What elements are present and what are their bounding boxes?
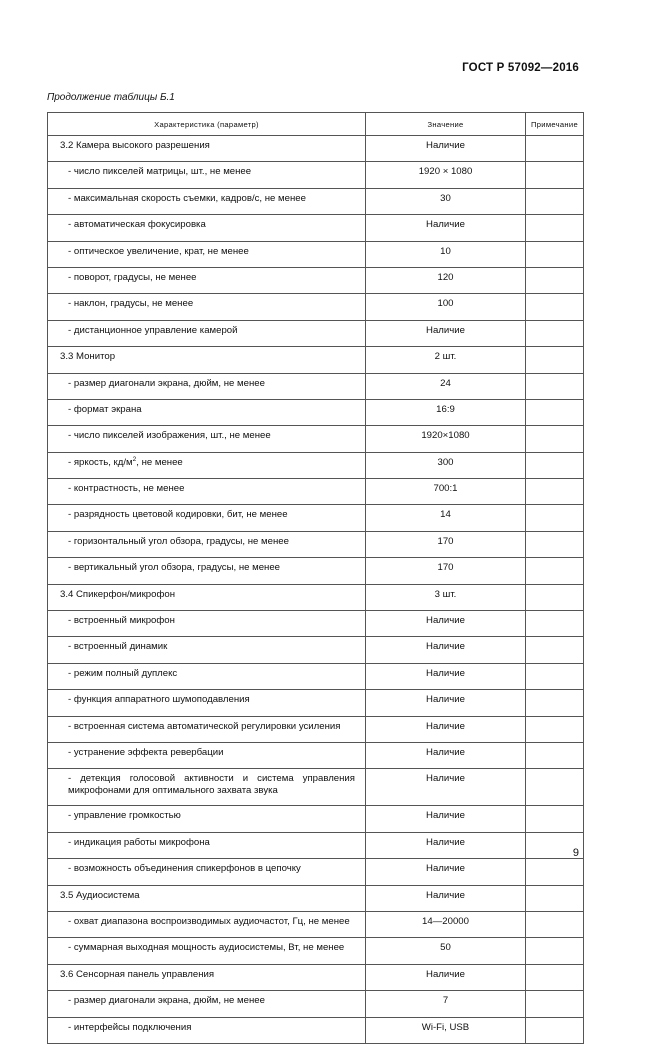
parameter-cell — [48, 162, 366, 188]
value-cell: Наличие — [366, 637, 526, 663]
table-row — [48, 426, 584, 452]
parameter-cell — [48, 663, 366, 689]
table-row — [48, 611, 584, 637]
value-cell: Наличие — [366, 716, 526, 742]
table-row — [48, 663, 584, 689]
table-row — [48, 136, 584, 162]
table-row — [48, 188, 584, 214]
parameter-text: 3.4 Спикерфон/микрофон — [60, 588, 176, 600]
parameter-text: - дистанционное управление камерой — [68, 324, 238, 336]
parameter-cell — [48, 991, 366, 1017]
note-cell — [526, 399, 584, 425]
value-cell: 2 шт. — [366, 347, 526, 373]
value-cell: 170 — [366, 558, 526, 584]
parameter-cell — [48, 426, 366, 452]
table-row — [48, 505, 584, 531]
table-row — [48, 859, 584, 885]
parameter-text: - разрядность цветовой кодировки, бит, не менее — [68, 509, 288, 521]
parameter-cell — [48, 690, 366, 716]
value-cell: 100 — [366, 294, 526, 320]
section-heading-cell — [48, 964, 366, 990]
note-cell — [526, 637, 584, 663]
parameter-cell — [48, 320, 366, 346]
parameter-cell — [48, 215, 366, 241]
parameter-cell — [48, 938, 366, 964]
parameter-cell — [48, 611, 366, 637]
value-cell: 50 — [366, 938, 526, 964]
parameter-text: - функция аппаратного шумоподавления — [68, 694, 250, 706]
parameter-text: - индикация работы микрофона — [68, 836, 210, 848]
value-cell: 14—20000 — [366, 911, 526, 937]
value-cell: Наличие — [366, 859, 526, 885]
parameter-text: - максимальная скорость съемки, кадров/с, не менее — [68, 192, 306, 204]
parameter-text: - автоматическая фокусировка — [68, 219, 206, 231]
note-cell — [526, 505, 584, 531]
note-cell — [526, 162, 584, 188]
note-cell — [526, 938, 584, 964]
value-cell: 16:9 — [366, 399, 526, 425]
parameter-cell — [48, 911, 366, 937]
parameter-text: - размер диагонали экрана, дюйм, не менее — [68, 995, 265, 1007]
value-cell: 7 — [366, 991, 526, 1017]
value-cell: 1920×1080 — [366, 426, 526, 452]
parameter-text: - формат экрана — [68, 403, 142, 415]
table-row — [48, 991, 584, 1017]
note-cell — [526, 558, 584, 584]
note-cell — [526, 267, 584, 293]
parameter-cell — [48, 769, 366, 806]
table-row — [48, 832, 584, 858]
note-cell — [526, 188, 584, 214]
note-cell — [526, 859, 584, 885]
section-heading-cell — [48, 136, 366, 162]
section-heading-cell — [48, 347, 366, 373]
table-row — [48, 320, 584, 346]
value-cell: Wi-Fi, USB — [366, 1017, 526, 1043]
note-cell — [526, 373, 584, 399]
parameter-text: - наклон, градусы, не менее — [68, 298, 194, 310]
table-row — [48, 294, 584, 320]
note-cell — [526, 215, 584, 241]
note-cell — [526, 479, 584, 505]
parameter-cell — [48, 637, 366, 663]
parameter-cell — [48, 294, 366, 320]
note-cell — [526, 611, 584, 637]
parameter-cell — [48, 373, 366, 399]
table-row — [48, 769, 584, 806]
value-cell: 300 — [366, 452, 526, 478]
value-cell: 170 — [366, 531, 526, 557]
section-heading-cell — [48, 584, 366, 610]
parameter-text: - встроенный динамик — [68, 641, 168, 653]
parameter-text: 3.3 Монитор — [60, 351, 116, 363]
note-cell — [526, 806, 584, 832]
note-cell — [526, 885, 584, 911]
note-cell — [526, 911, 584, 937]
parameter-cell — [48, 452, 366, 478]
note-cell — [526, 426, 584, 452]
table-row — [48, 911, 584, 937]
note-cell — [526, 136, 584, 162]
value-cell: Наличие — [366, 690, 526, 716]
value-cell: 120 — [366, 267, 526, 293]
table-row — [48, 690, 584, 716]
value-cell: Наличие — [366, 885, 526, 911]
value-cell: 3 шт. — [366, 584, 526, 610]
note-cell — [526, 769, 584, 806]
parameter-text: 3.6 Сенсорная панель управления — [60, 968, 215, 980]
parameter-text: 3.5 Аудиосистема — [60, 889, 140, 901]
parameter-text: - размер диагонали экрана, дюйм, не менее — [68, 377, 265, 389]
parameter-text: - контрастность, не менее — [68, 483, 185, 495]
parameter-text: - охват диапазона воспроизводимых аудиочастот, Гц, не менее — [68, 915, 350, 927]
value-cell: 700:1 — [366, 479, 526, 505]
value-cell: Наличие — [366, 663, 526, 689]
value-cell: 24 — [366, 373, 526, 399]
table-row — [48, 267, 584, 293]
table-row — [48, 806, 584, 832]
note-cell — [526, 347, 584, 373]
parameter-text: - горизонтальный угол обзора, градусы, не менее — [68, 535, 289, 547]
table-caption: Продолжение таблицы Б.1 — [47, 92, 175, 103]
value-cell: Наличие — [366, 806, 526, 832]
spec-table — [47, 112, 584, 1044]
parameter-text: - яркость, кд/м — [68, 456, 133, 468]
parameter-text: - управление громкостью — [68, 810, 181, 822]
table-row — [48, 584, 584, 610]
table-row — [48, 452, 584, 478]
parameter-text: - режим полный дуплекс — [68, 667, 178, 679]
parameter-text: - интерфейсы подключения — [68, 1021, 192, 1033]
parameter-text: 3.2 Камера высокого разрешения — [60, 140, 210, 151]
table-row — [48, 964, 584, 990]
parameter-cell — [48, 505, 366, 531]
note-cell — [526, 690, 584, 716]
note-cell — [526, 241, 584, 267]
parameter-cell — [48, 832, 366, 858]
parameter-text: - вертикальный угол обзора, градусы, не менее — [68, 562, 281, 574]
table-row — [48, 373, 584, 399]
value-cell: Наличие — [366, 769, 526, 806]
parameter-text: - встроенная система автоматической регулировки усиления — [68, 720, 341, 732]
column-header-note: Примечание — [526, 113, 584, 136]
table-row — [48, 215, 584, 241]
table-row — [48, 241, 584, 267]
parameter-cell — [48, 716, 366, 742]
parameter-cell — [48, 399, 366, 425]
value-cell: 14 — [366, 505, 526, 531]
table-row — [48, 531, 584, 557]
value-cell: 10 — [366, 241, 526, 267]
parameter-cell — [48, 859, 366, 885]
note-cell — [526, 1017, 584, 1043]
parameter-text: - возможность объединения спикерфонов в цепочку — [68, 863, 301, 875]
parameter-cell — [48, 241, 366, 267]
table-row — [48, 637, 584, 663]
parameter-cell — [48, 188, 366, 214]
parameter-cell — [48, 531, 366, 557]
column-header-parameter: Характеристика (параметр) — [48, 113, 366, 136]
parameter-cell — [48, 267, 366, 293]
table-row — [48, 479, 584, 505]
standard-number: ГОСТ Р 57092—2016 — [462, 62, 579, 74]
parameter-text: - встроенный микрофон — [68, 615, 175, 627]
parameter-text: - число пикселей изображения, шт., не менее — [68, 430, 271, 442]
table-row — [48, 716, 584, 742]
value-cell: 30 — [366, 188, 526, 214]
value-cell: Наличие — [366, 320, 526, 346]
note-cell — [526, 531, 584, 557]
table-row — [48, 162, 584, 188]
parameter-text: - число пикселей матрицы, шт., не менее — [68, 166, 252, 178]
parameter-cell — [48, 1017, 366, 1043]
section-heading-cell — [48, 885, 366, 911]
table-row — [48, 1017, 584, 1043]
note-cell — [526, 294, 584, 320]
parameter-text-suffix: , не менее — [136, 456, 183, 468]
value-cell: Наличие — [366, 215, 526, 241]
value-cell: 1920 × 1080 — [366, 162, 526, 188]
table-row — [48, 938, 584, 964]
table-row — [48, 399, 584, 425]
parameter-cell — [48, 558, 366, 584]
table-header-row — [48, 113, 584, 136]
note-cell — [526, 320, 584, 346]
parameter-superscript: 2 — [132, 455, 137, 463]
parameter-text: - детекция голосовой активности и система управления микрофонами для оптимального захвата звука — [68, 773, 355, 797]
parameter-text: - поворот, градусы, не менее — [68, 271, 197, 283]
note-cell — [526, 584, 584, 610]
table-row — [48, 742, 584, 768]
note-cell — [526, 716, 584, 742]
parameter-text: - суммарная выходная мощность аудиосистемы, Вт, не менее — [68, 942, 345, 954]
parameter-cell — [48, 806, 366, 832]
parameter-cell — [48, 479, 366, 505]
table-body — [48, 136, 584, 1044]
note-cell — [526, 991, 584, 1017]
page-number: 9 — [572, 847, 579, 859]
table-row — [48, 347, 584, 373]
value-cell: Наличие — [366, 611, 526, 637]
note-cell — [526, 742, 584, 768]
column-header-value: Значение — [366, 113, 526, 136]
parameter-text: - устранение эффекта ревербации — [68, 746, 224, 758]
table-row — [48, 885, 584, 911]
value-cell: Наличие — [366, 742, 526, 768]
note-cell — [526, 964, 584, 990]
note-cell — [526, 452, 584, 478]
table-row — [48, 558, 584, 584]
note-cell — [526, 663, 584, 689]
value-cell: Наличие — [366, 832, 526, 858]
value-cell: Наличие — [366, 964, 526, 990]
parameter-text: - оптическое увеличение, крат, не менее — [68, 245, 249, 257]
parameter-cell — [48, 742, 366, 768]
value-cell: Наличие — [366, 136, 526, 162]
